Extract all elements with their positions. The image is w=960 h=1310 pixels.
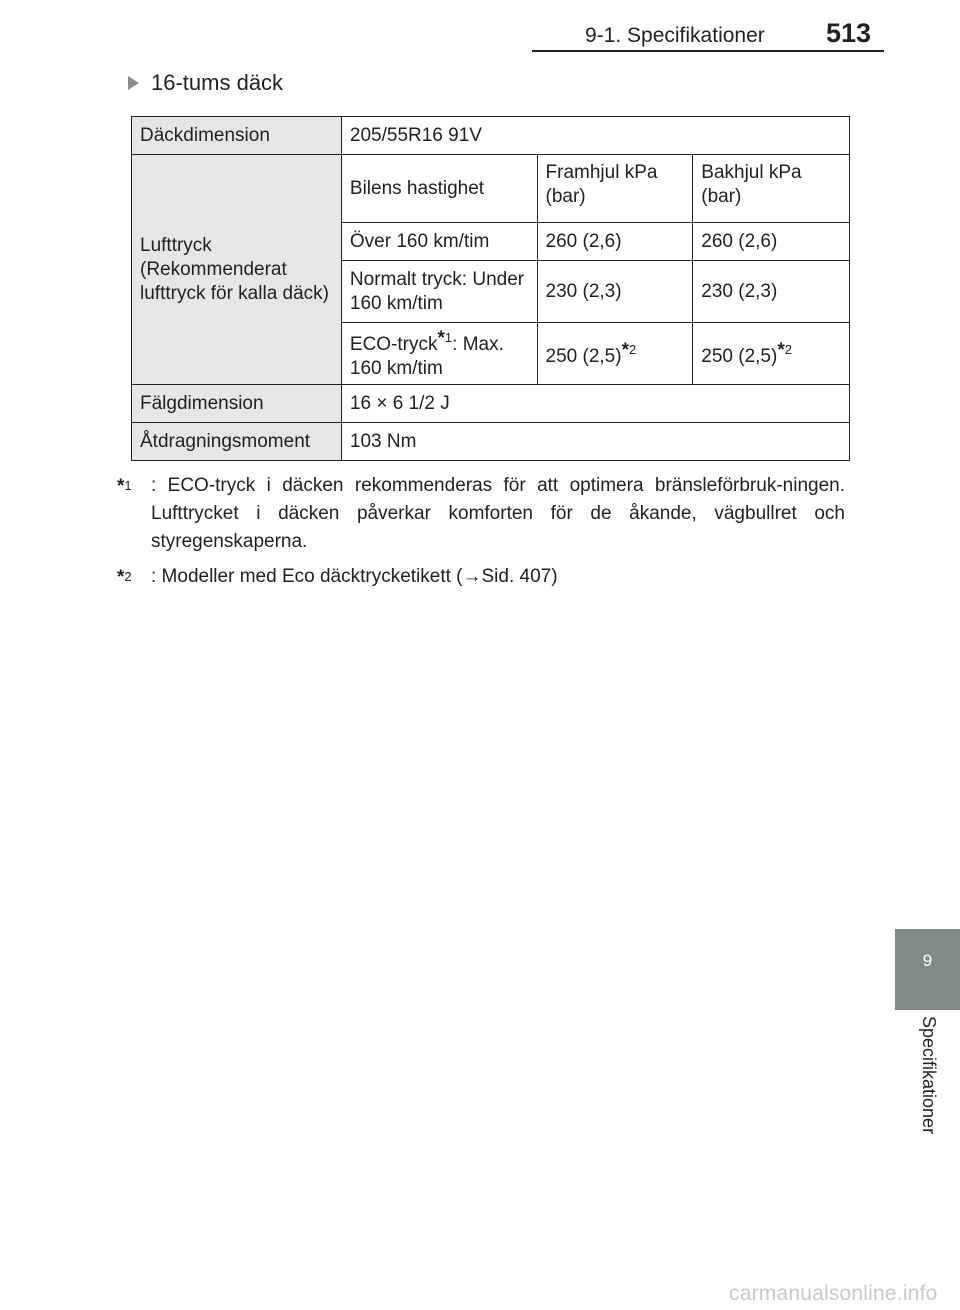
chapter-label [895,1016,960,1176]
footnote-number: 2 [124,569,132,584]
chapter-label-text: Specifikationer [919,1016,939,1135]
torque-label: Åtdragningsmoment [132,423,342,461]
footnote-star: * [437,328,445,349]
footnote-ref: 2 [784,342,792,357]
rear-pressure-value: 250 (2,5) [701,346,778,367]
triangle-bullet-icon [128,76,139,90]
table-row [132,155,850,223]
footnote-star: * [777,340,785,361]
section-heading [128,70,283,96]
tire-spec-table [131,116,850,461]
footnote-star: * [117,476,125,497]
rear-pressure-cell: 260 (2,6) [693,223,850,261]
speed-cell [341,323,537,385]
eco-speed-text: : Max. 160 km/tim [349,334,504,379]
header-section-title: 9-1. Specifikationer [585,24,765,47]
header-divider [532,50,884,52]
wheel-size-value: 16 × 6 1/2 J [341,385,849,423]
section-heading-text: 16-tums däck [151,70,284,95]
footnote-text: : ECO-tryck i däcken rekommenderas för att optimera bränsleförbruk-ningen. Lufttrycket i däcken påverkar komforten för de åkande, vägbullret och styregenskaperna. [151,475,845,552]
footnote-star: * [621,340,629,361]
table-row [132,117,850,155]
pressure-label: Lufttryck (Rekommenderat lufttryck för kalla däck) [132,155,342,385]
footnote-star: * [117,567,125,588]
rear-pressure-cell: 230 (2,3) [693,261,850,323]
chapter-number: 9 [922,951,933,970]
footnote-ref: 2 [628,342,637,357]
wheel-size-label: Fälgdimension [132,385,342,423]
speed-cell: Över 160 km/tim [341,223,537,261]
page-number: 513 [826,18,872,48]
watermark: carmanualsonline.info [729,1282,938,1305]
front-pressure-cell [537,323,693,385]
speed-cell: Normalt tryck: Under 160 km/tim [341,261,537,323]
speed-column-header: Bilens hastighet [341,155,537,223]
tire-size-label: Däckdimension [132,117,342,155]
rear-column-header: Bakhjul kPa (bar) [693,155,850,223]
tire-size-value: 205/55R16 91V [341,117,849,155]
table-row [132,385,850,423]
front-pressure-cell: 260 (2,6) [537,223,693,261]
rear-pressure-cell [693,323,850,385]
eco-label: ECO-tryck [349,334,438,355]
torque-value: 103 Nm [341,423,849,461]
table-row [132,423,850,461]
footnote-text: : Modeller med Eco däcktrycketikett (→Sid. 407) [151,566,558,587]
front-pressure-value: 250 (2,5) [545,346,622,367]
chapter-tab [895,929,960,1010]
footnote-number: 1 [124,478,132,493]
footnote-1 [117,472,845,556]
footnote-marker [117,472,132,507]
footnote-ref: 1 [444,330,453,345]
front-pressure-cell: 230 (2,3) [537,261,693,323]
footnote-marker [117,563,132,598]
front-column-header: Framhjul kPa (bar) [537,155,693,223]
footnote-2 [117,563,845,591]
